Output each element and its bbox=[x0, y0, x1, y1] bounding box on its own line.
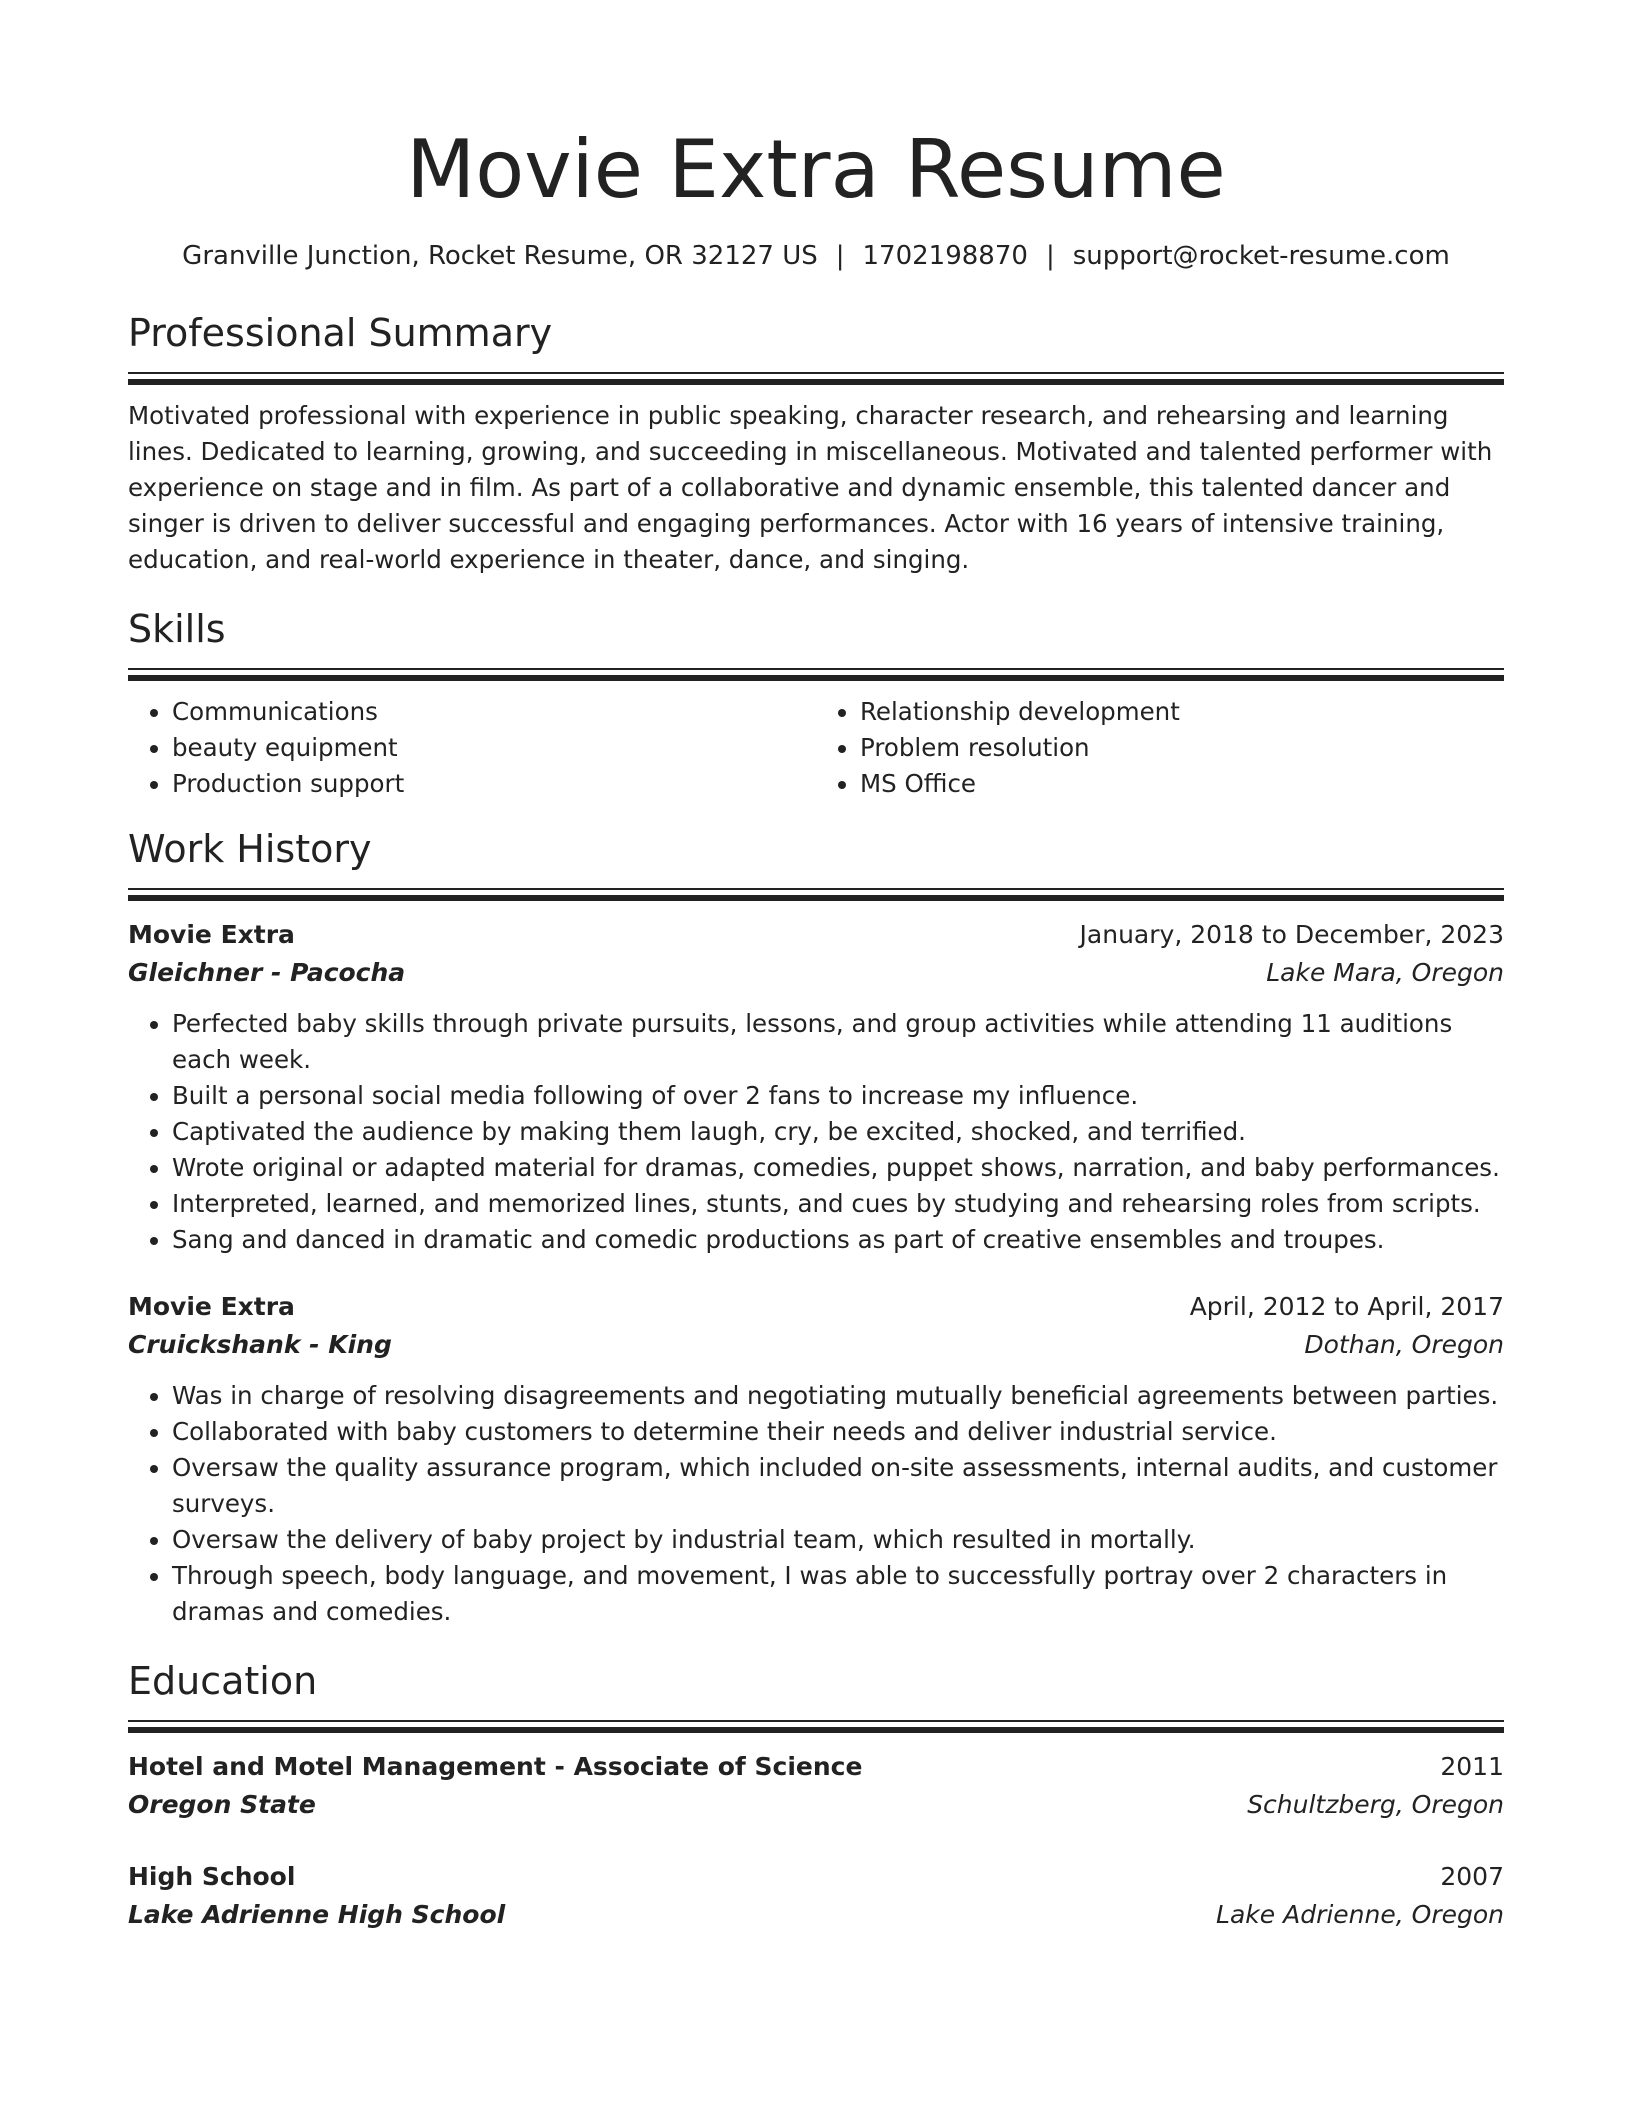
job-bullet: • Perfected baby skills through private pursuits, lessons, and group activities while attending 11 auditions each week. bbox=[172, 1006, 1504, 1078]
job-bullets bbox=[128, 1378, 1504, 1630]
skill-item: • Production support bbox=[172, 766, 816, 802]
job-bullet: • Collaborated with baby customers to determine their needs and deliver industrial service. bbox=[172, 1414, 1504, 1450]
skills-heading: Skills bbox=[128, 607, 226, 651]
skill-item: • MS Office bbox=[860, 766, 1504, 802]
job-entry bbox=[128, 916, 1504, 1258]
education-section bbox=[128, 1656, 1504, 1934]
job-dates: January, 2018 to December, 2023 bbox=[1079, 920, 1504, 949]
job-title: Movie Extra bbox=[128, 920, 295, 949]
section-divider bbox=[128, 372, 1504, 384]
section-divider bbox=[128, 668, 1504, 680]
job-bullet: • Built a personal social media following of over 2 fans to increase my influence. bbox=[172, 1078, 1504, 1114]
education-entry bbox=[128, 1858, 1504, 1934]
job-company: Gleichner - Pacocha bbox=[128, 958, 406, 987]
contact-separator: | bbox=[1045, 241, 1055, 271]
education-degree: Hotel and Motel Management - Associate of Science bbox=[128, 1752, 863, 1781]
job-header bbox=[128, 916, 1504, 954]
education-school: Lake Adrienne High School bbox=[128, 1900, 506, 1929]
job-bullet: • Oversaw the quality assurance program, which included on-site assessments, internal audits, and customer surveys. bbox=[172, 1450, 1504, 1522]
job-bullets bbox=[128, 1006, 1504, 1258]
summary-section bbox=[128, 308, 1504, 578]
job-bullet: • Was in charge of resolving disagreements and negotiating mutually beneficial agreements between parties. bbox=[172, 1378, 1504, 1414]
skills-column-right bbox=[816, 694, 1504, 802]
job-bullet: • Through speech, body language, and movement, I was able to successfully portray over 2 characters in dramas and comedies. bbox=[172, 1558, 1504, 1630]
section-divider bbox=[128, 888, 1504, 900]
summary-text: Motivated professional with experience in public speaking, character research, and rehearsing and learning lines. Dedicated to learning, growing, and succeeding in miscellaneous. Motivated and talented performer with experience on stage and in film. As part of a collaborative and dynamic ensemble, this talented dancer and singer is driven to deliver successful and engaging performances. Actor with 16 years of intensive training, education, and real-world experience in theater, dance, and singing. bbox=[128, 401, 1493, 574]
education-location: Schultzberg, Oregon bbox=[1247, 1790, 1504, 1819]
education-school: Oregon State bbox=[128, 1790, 316, 1819]
contact-address: Granville Junction, Rocket Resume, OR 32127 US bbox=[182, 241, 818, 271]
skill-item: • Relationship development bbox=[860, 694, 1504, 730]
job-entry bbox=[128, 1288, 1504, 1630]
work-heading: Work History bbox=[128, 827, 372, 871]
job-title: Movie Extra bbox=[128, 1292, 295, 1321]
education-degree: High School bbox=[128, 1862, 296, 1891]
education-location: Lake Adrienne, Oregon bbox=[1216, 1900, 1504, 1929]
job-bullet: • Sang and danced in dramatic and comedic productions as part of creative ensembles and troupes. bbox=[172, 1222, 1504, 1258]
summary-heading: Professional Summary bbox=[128, 311, 553, 355]
skill-item: • Problem resolution bbox=[860, 730, 1504, 766]
education-header bbox=[128, 1748, 1504, 1786]
section-divider bbox=[128, 1720, 1504, 1732]
skills-column-left bbox=[128, 694, 816, 802]
job-company: Cruickshank - King bbox=[128, 1330, 392, 1359]
education-year: 2007 bbox=[1440, 1862, 1504, 1891]
job-subheader bbox=[128, 1326, 1504, 1364]
education-heading: Education bbox=[128, 1659, 318, 1703]
contact-line bbox=[128, 238, 1504, 274]
resume-title: Movie Extra Resume bbox=[406, 123, 1226, 216]
job-bullet: • Oversaw the delivery of baby project by industrial team, which resulted in mortally. bbox=[172, 1522, 1504, 1558]
resume-page bbox=[128, 0, 1504, 1934]
education-year: 2011 bbox=[1440, 1752, 1504, 1781]
education-header bbox=[128, 1858, 1504, 1896]
contact-email[interactable]: support@rocket-resume.com bbox=[1072, 241, 1450, 271]
job-header bbox=[128, 1288, 1504, 1326]
skills-list bbox=[128, 694, 1504, 802]
education-subheader bbox=[128, 1896, 1504, 1934]
job-subheader bbox=[128, 954, 1504, 992]
education-subheader bbox=[128, 1786, 1504, 1824]
contact-separator: | bbox=[835, 241, 845, 271]
contact-phone: 1702198870 bbox=[862, 241, 1028, 271]
skill-item: • beauty equipment bbox=[172, 730, 816, 766]
skills-section bbox=[128, 604, 1504, 802]
job-location: Dothan, Oregon bbox=[1304, 1330, 1504, 1359]
skill-item: • Communications bbox=[172, 694, 816, 730]
job-location: Lake Mara, Oregon bbox=[1266, 958, 1504, 987]
job-bullet: • Wrote original or adapted material for dramas, comedies, puppet shows, narration, and baby performances. bbox=[172, 1150, 1504, 1186]
job-bullet: • Interpreted, learned, and memorized lines, stunts, and cues by studying and rehearsing roles from scripts. bbox=[172, 1186, 1504, 1222]
education-entry bbox=[128, 1748, 1504, 1824]
work-section bbox=[128, 824, 1504, 1630]
job-dates: April, 2012 to April, 2017 bbox=[1189, 1292, 1504, 1321]
job-bullet: • Captivated the audience by making them laugh, cry, be excited, shocked, and terrified. bbox=[172, 1114, 1504, 1150]
